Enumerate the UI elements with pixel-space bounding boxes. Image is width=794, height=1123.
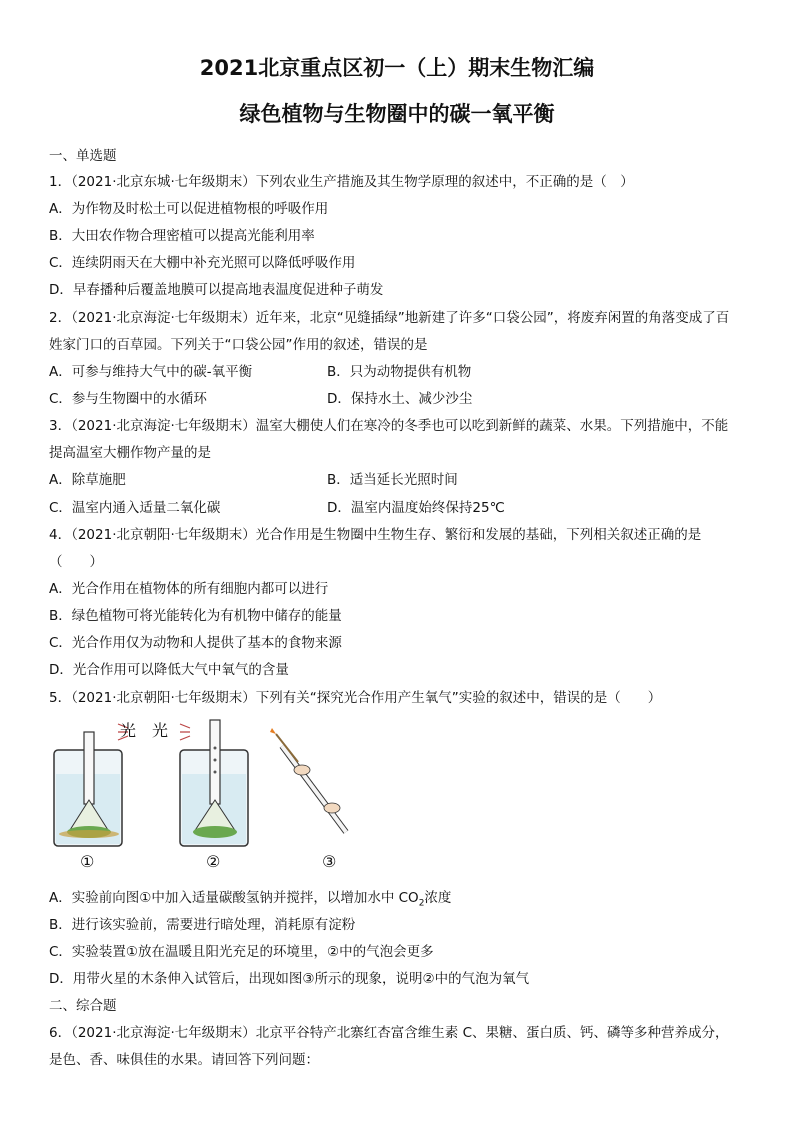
page-title: 2021北京重点区初一（上）期末生物汇编	[199, 56, 595, 80]
q5-option-a-subscript: 2	[418, 898, 425, 909]
q4-stem-line1: 4．（2021·北京朝阳·七年级期末）光合作用是生物圈中生物生存、繁衍和发展的基础，下列相关叙述正确的是	[49, 527, 702, 543]
q1-option-b: B．大田农作物合理密植可以提高光能利用率	[49, 228, 315, 244]
q5-option-d: D．用带火星的木条伸入试管后，出现如图③所示的现象，说明②中的气泡为氧气	[49, 971, 530, 987]
q6-stem-line1: 6．（2021·北京海淀·七年级期末）北京平谷特产北寨红杏富含维生素 C、果糖、蛋白质、钙、磷等多种营养成分，	[49, 1025, 729, 1041]
q3-stem-line1: 3．（2021·北京海淀·七年级期末）温室大棚使人们在寒冷的冬季也可以吃到新鲜的蔬菜、水果。下列措施中，不能	[49, 418, 729, 434]
q4-option-b: B．绿色植物可将光能转化为有机物中储存的能量	[49, 608, 342, 624]
q3-option-c: C．温室内通入适量二氧化碳	[49, 500, 221, 516]
q4-option-a: A．光合作用在植物体的所有细胞内都可以进行	[49, 581, 329, 597]
q1-option-a: A．为作物及时松土可以促进植物根的呼吸作用	[49, 201, 329, 217]
beaker-2-icon	[180, 720, 248, 846]
q3-stem-line2: 提高温室大棚作物产量的是	[49, 445, 211, 461]
q6-stem-line2: 是色、香、味俱佳的水果。请回答下列问题：	[49, 1052, 319, 1068]
page-subtitle: 绿色植物与生物圈中的碳一氧平衡	[239, 102, 555, 126]
q1-stem: 1．（2021·北京东城·七年级期末）下列农业生产措施及其生物学原理的叙述中，不正确的是（ ）	[49, 174, 634, 190]
q5-stem: 5．（2021·北京朝阳·七年级期末）下列有关“探究光合作用产生氧气”实验的叙述中，错误的是（ ）	[49, 690, 662, 706]
figure-label-1: ①	[80, 852, 95, 871]
figure-label-3: ③	[322, 852, 337, 871]
test-tube-splint-icon	[270, 728, 346, 832]
q3-option-d: D．温室内温度始终保持25℃	[327, 500, 505, 516]
q2-option-c: C．参与生物圈中的水循环	[49, 391, 207, 407]
section-heading-single-choice: 一、单选题	[49, 148, 117, 164]
q5-option-b: B．进行该实验前，需要进行暗处理，消耗原有淀粉	[49, 917, 356, 933]
q4-option-c: C．光合作用仅为动物和人提供了基本的食物来源	[49, 635, 342, 651]
q2-stem-line1: 2．（2021·北京海淀·七年级期末）近年来，北京“见缝插绿”地新建了许多“口袋公园”，将废弃闲置的角落变成了百	[49, 310, 730, 326]
section-heading-comprehensive: 二、综合题	[49, 998, 117, 1014]
q5-option-a-suffix: 浓度	[424, 890, 452, 906]
beaker-1-icon	[54, 732, 122, 846]
experiment-illustration	[40, 712, 360, 874]
q2-option-b: B．只为动物提供有机物	[327, 364, 472, 380]
q1-option-c: C．连续阴雨天在大棚中补充光照可以降低呼吸作用	[49, 255, 356, 271]
q2-option-a: A．可参与维持大气中的碳-氧平衡	[49, 364, 253, 380]
q2-stem-line2: 姓家门口的百草园。下列关于“口袋公园”作用的叙述，错误的是	[49, 337, 428, 353]
figure-label-2: ②	[206, 852, 221, 871]
q1-option-d: D．早春播种后覆盖地膜可以提高地表温度促进种子萌发	[49, 282, 384, 298]
light-label: 光 光	[120, 721, 169, 740]
q5-experiment-figure	[40, 712, 360, 874]
q5-option-a	[49, 886, 451, 909]
q4-option-d: D．光合作用可以降低大气中氧气的含量	[49, 662, 289, 678]
q3-option-b: B．适当延长光照时间	[327, 472, 458, 488]
q5-option-a-text: A．实验前向图①中加入适量碳酸氢钠并搅拌，以增加水中 CO	[49, 890, 419, 906]
q5-option-c: C．实验装置①放在温暖且阳光充足的环境里，②中的气泡会更多	[49, 944, 434, 960]
q3-option-a: A．除草施肥	[49, 472, 126, 488]
q4-stem-line2: （ ）	[49, 554, 103, 570]
q2-option-d: D．保持水土、减少沙尘	[327, 391, 473, 407]
